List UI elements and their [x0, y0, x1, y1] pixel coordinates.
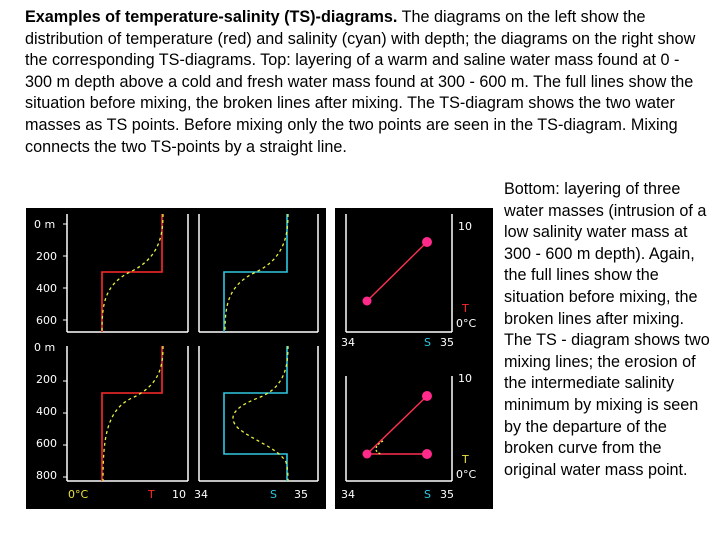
bottom-ts-intrusion-point: [363, 450, 372, 459]
temp-min-label: 0°C: [68, 488, 89, 501]
intro-title: Examples of temperature-salinity (TS)-diagrams.: [25, 8, 398, 26]
top-ts-s-min: 34: [341, 336, 355, 349]
ts-panel-background: [335, 208, 493, 509]
bottom-ts-deep-point: [422, 449, 432, 459]
depth-tick-label: 600: [36, 314, 57, 327]
bottom-ts-t-max: 10: [458, 372, 472, 385]
depth-tick-label: 200: [36, 250, 57, 263]
top-ts-warm-saline-point: [422, 237, 432, 247]
bottom-ts-s-max: 35: [440, 488, 454, 501]
depth-tick-label: 600: [36, 437, 57, 450]
top-ts-s-max: 35: [440, 336, 454, 349]
bottom-ts-upper-point: [422, 391, 432, 401]
bottom-description: Bottom: layering of three water masses (intrusion of a low salinity water mass at 300 - 600 m depth). Again, the full lines show the situation before mixing, the broken lines after mixing. The TS - diagram shows two mixing lines; the erosion of the intermediate salinity minimum by mixing is seen by the departure of the broken curve from the original water mass point.: [504, 180, 710, 479]
temp-max-label: 10: [172, 488, 186, 501]
depth-tick-label: 0 m: [34, 218, 56, 231]
bottom-ts-s-min: 34: [341, 488, 355, 501]
sal-min-label: 34: [194, 488, 208, 501]
top-ts-s-label: S: [424, 336, 431, 349]
top-ts-t-max: 10: [458, 220, 472, 233]
depth-tick-label: 400: [36, 405, 57, 418]
sal-axis-label: S: [270, 488, 277, 501]
depth-tick-label: 200: [36, 373, 57, 386]
depth-tick-label: 0 m: [34, 341, 56, 354]
sal-max-label: 35: [294, 488, 308, 501]
top-ts-t-min: 0°C: [456, 317, 477, 330]
top-ts-t-label: T: [462, 302, 469, 315]
intro-body: The diagrams on the left show the distribution of temperature (red) and salinity (cyan) with depth; the diagrams on the right show the corresponding TS-diagrams. Top: layering of a warm and saline water mass found at 0 - 300 m depth above a cold and fresh water mass found at 300 - 600 m. The full lines show the situation before mixing, the broken lines after mixing. The TS-diagram shows the two water masses as TS points. Before mixing only the two points are seen in the TS-diagram. Mixing connects the two TS-points by a straight line.: [25, 8, 696, 156]
bottom-ts-t-min: 0°C: [456, 468, 477, 481]
depth-tick-label: 400: [36, 282, 57, 295]
bottom-ts-t-label: T: [462, 453, 469, 466]
depth-tick-label: 800: [36, 469, 57, 482]
profile-panel-background: [26, 208, 326, 509]
temp-axis-label: T: [148, 488, 155, 501]
bottom-ts-s-label: S: [424, 488, 431, 501]
top-ts-cold-fresh-point: [363, 297, 372, 306]
